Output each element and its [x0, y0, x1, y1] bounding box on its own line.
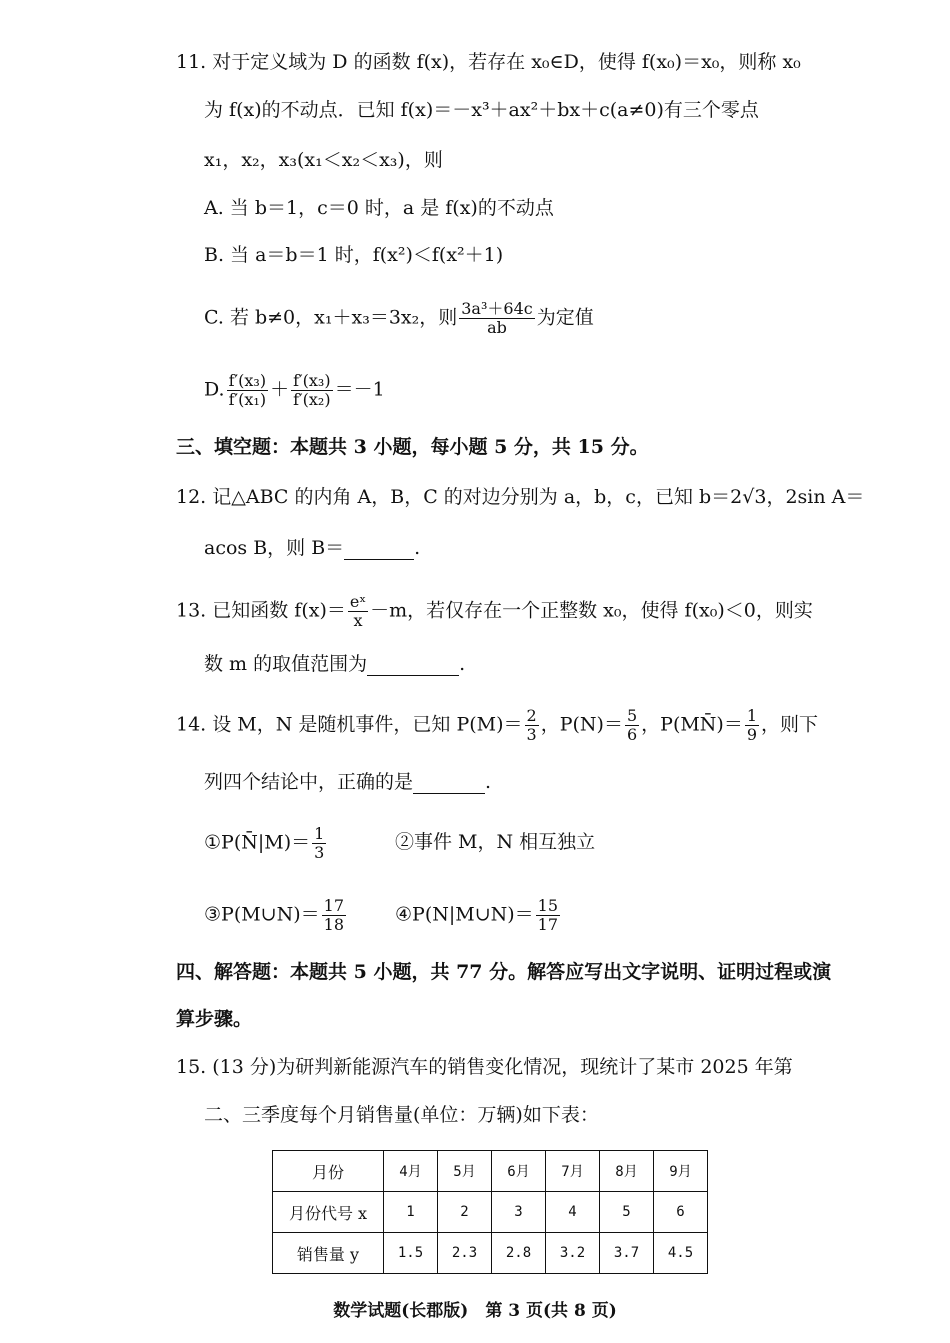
table-cell-sales: 3.2	[546, 1233, 600, 1274]
q11-option-d-fraction-2	[291, 372, 332, 409]
q13-line2	[204, 652, 465, 676]
table-cell-month: 7月	[546, 1151, 600, 1192]
q14-pm-denominator: 3	[526, 725, 537, 744]
sales-table	[272, 1150, 708, 1274]
q11-option-c-suffix: 为定值	[536, 306, 594, 329]
table-cell-code: 5	[600, 1192, 654, 1233]
q12-answer-blank[interactable]	[344, 539, 414, 560]
q14-prefix: 14. 设 M，N 是随机事件，已知 P(M)＝	[176, 713, 523, 736]
q14-fraction-pm	[525, 707, 539, 744]
q14-mid2: ，P(MN̄)＝	[641, 713, 743, 736]
table-cell-sales: 2.8	[492, 1233, 546, 1274]
q13-prefix: 13. 已知函数 f(x)＝	[176, 599, 346, 622]
table-cell-code: 2	[438, 1192, 492, 1233]
q14-pmn-numerator: 1	[746, 706, 758, 725]
table-cell-sales: 2.3	[438, 1233, 492, 1274]
q14-pmn-denominator: 9	[746, 725, 758, 744]
q13-fraction	[348, 593, 368, 630]
q14-pn-numerator: 5	[626, 706, 638, 725]
table-row-months	[273, 1151, 708, 1192]
q14-c4-prefix: ④P(N|M∪N)＝	[395, 903, 534, 926]
q14-c1-fraction	[312, 825, 326, 862]
q11-option-d-plus: ＋	[270, 378, 290, 401]
q14-answer-blank[interactable]	[413, 773, 485, 794]
table-cell-month: 5月	[438, 1151, 492, 1192]
q14-pn-denominator: 6	[626, 725, 638, 744]
q14-c3-fraction	[322, 897, 346, 934]
q14-line1	[176, 707, 818, 744]
q14-c3-prefix: ③P(M∪N)＝	[204, 903, 320, 926]
q14-c4-denominator: 17	[537, 915, 559, 934]
q14-mid1: ，P(N)＝	[540, 713, 623, 736]
table-cell-month: 9月	[654, 1151, 708, 1192]
q12-end: .	[414, 537, 421, 559]
q14-fraction-pmn	[745, 707, 759, 744]
q14-pm-numerator: 2	[526, 706, 537, 725]
q14-c4-numerator: 15	[537, 896, 559, 915]
table-header-month: 月份	[273, 1151, 384, 1192]
table-cell-code: 4	[546, 1192, 600, 1233]
q14-conclusion-3	[204, 897, 348, 934]
section-4-heading-line2: 算步骤。	[176, 1008, 253, 1030]
q14-line2-text: 列四个结论中，正确的是	[204, 771, 414, 793]
q14-end: .	[485, 771, 492, 793]
q14-conclusion-2: ②事件 M，N 相互独立	[395, 831, 596, 853]
table-cell-code: 3	[492, 1192, 546, 1233]
q13-answer-blank[interactable]	[367, 655, 459, 676]
q13-suffix: －m，若仅存在一个正整数 x₀，使得 f(x₀)＜0，则实	[370, 599, 813, 622]
table-cell-sales: 4.5	[654, 1233, 708, 1274]
q14-c4-fraction	[536, 897, 560, 934]
q13-line2-text: 数 m 的取值范围为	[204, 653, 368, 675]
q11-option-d	[204, 372, 385, 409]
q11-line3: x₁，x₂，x₃(x₁＜x₂＜x₃)，则	[204, 149, 443, 171]
q11-option-d-f1-numerator: f′(x₃)	[228, 371, 267, 390]
q12-line1: 12. 记△ABC 的内角 A，B，C 的对边分别为 a，b，c，已知 b＝2√3，2sin A＝	[176, 486, 865, 508]
q11-option-d-label: D.	[204, 378, 225, 401]
section-3-heading: 三、填空题：本题共 3 小题，每小题 5 分，共 15 分。	[176, 436, 649, 458]
table-cell-month: 4月	[384, 1151, 438, 1192]
table-row-sales	[273, 1233, 708, 1274]
table-row-codes	[273, 1192, 708, 1233]
q14-c1-prefix: ①P(N̄|M)＝	[204, 831, 311, 854]
q11-option-d-fraction-1	[227, 372, 268, 409]
q14-c1-denominator: 3	[314, 843, 325, 862]
q13-denominator: x	[353, 611, 363, 630]
q11-option-d-f2-numerator: f′(x₃)	[293, 371, 331, 390]
q11-line1: 11. 对于定义域为 D 的函数 f(x)，若存在 x₀∈D，使得 f(x₀)＝x₀，则称 x₀	[176, 51, 801, 73]
q14-conclusion-4	[395, 897, 562, 934]
q14-c3-denominator: 18	[323, 915, 345, 934]
section-4-heading-line1: 四、解答题：本题共 5 小题，共 77 分。解答应写出文字说明、证明过程或演	[176, 961, 832, 983]
table-cell-code: 1	[384, 1192, 438, 1233]
q11-option-b: B. 当 a＝b＝1 时，f(x²)＜f(x²＋1)	[204, 244, 504, 266]
table-cell-month: 6月	[492, 1151, 546, 1192]
q11-option-c-fraction	[459, 300, 534, 337]
q11-option-c-numerator: 3a³＋64c	[461, 299, 533, 318]
q15-line1: 15. (13 分)为研判新能源汽车的销售变化情况，现统计了某市 2025 年第	[176, 1056, 793, 1078]
q14-c1-numerator: 1	[314, 824, 325, 843]
q11-option-c-denominator: ab	[487, 318, 507, 337]
table-header-sales: 销售量 y	[273, 1233, 384, 1274]
q11-option-c-prefix: C. 若 b≠0，x₁＋x₃＝3x₂，则	[204, 306, 458, 329]
table-cell-code: 6	[654, 1192, 708, 1233]
table-cell-sales: 1.5	[384, 1233, 438, 1274]
table-header-code: 月份代号 x	[273, 1192, 384, 1233]
q14-line2	[204, 770, 491, 794]
q11-option-d-f1-denominator: f′(x₁)	[228, 390, 267, 409]
table-cell-sales: 3.7	[600, 1233, 654, 1274]
q14-conclusion-1	[204, 825, 328, 862]
q15-line2: 二、三季度每个月销售量(单位：万辆)如下表：	[204, 1104, 599, 1126]
q13-end: .	[459, 653, 466, 675]
q13-line1	[176, 593, 813, 630]
q11-option-a: A. 当 b＝1，c＝0 时，a 是 f(x)的不动点	[204, 197, 554, 219]
table-cell-month: 8月	[600, 1151, 654, 1192]
q12-line2	[204, 536, 420, 560]
q14-c3-numerator: 17	[323, 896, 345, 915]
page-footer: 数学试题(长郡版) 第 3 页(共 8 页)	[333, 1301, 617, 1321]
q14-suffix: ，则下	[761, 713, 819, 736]
q11-line2: 为 f(x)的不动点．已知 f(x)＝－x³＋ax²＋bx＋c(a≠0)有三个零点	[204, 99, 759, 121]
q11-option-c	[204, 300, 594, 337]
q13-numerator: eˣ	[349, 592, 367, 611]
q11-option-d-f2-denominator: f′(x₂)	[293, 390, 331, 409]
q11-option-d-suffix: ＝－1	[334, 378, 385, 401]
q12-line2-text: acos B，则 B＝	[204, 537, 345, 559]
q14-fraction-pn	[625, 707, 639, 744]
